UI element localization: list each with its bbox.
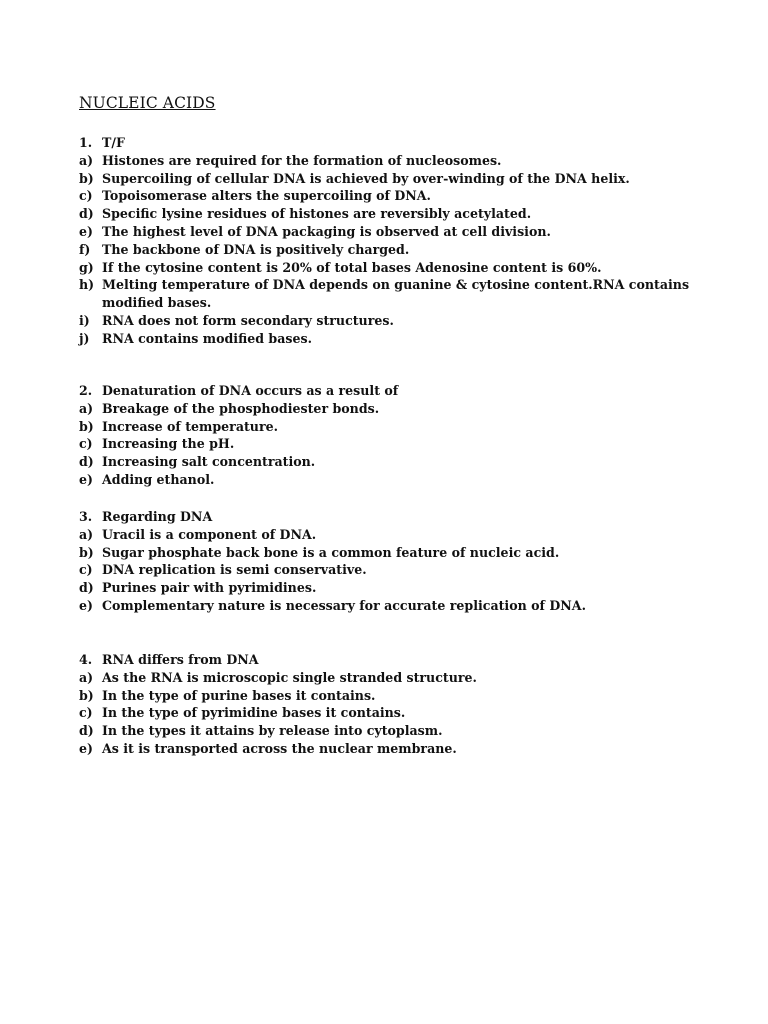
option-letter: c) (79, 188, 93, 204)
option-text: RNA contains modified bases. (102, 330, 312, 346)
question-header (79, 651, 699, 669)
option-letter: a) (79, 526, 94, 542)
answer-option (79, 561, 699, 579)
option-letter: a) (79, 400, 94, 416)
answer-option (79, 223, 699, 241)
option-text: As the RNA is microscopic single stranded structure. (102, 669, 477, 685)
question-header (79, 382, 699, 400)
option-letter: e) (79, 223, 93, 239)
question-number: 3. (79, 509, 93, 524)
option-letter: d) (79, 454, 94, 470)
option-letter: c) (79, 436, 93, 452)
question-stem: T/F (102, 135, 125, 150)
option-letter: b) (79, 418, 94, 434)
answer-option (79, 722, 699, 740)
question-4 (79, 651, 699, 758)
option-letter: b) (79, 170, 94, 186)
option-letter: b) (79, 544, 94, 560)
answer-option (79, 276, 699, 312)
option-letter: e) (79, 740, 93, 756)
option-text: Sugar phosphate back bone is a common feature of nucleic acid. (102, 544, 560, 560)
option-letter: i) (79, 312, 90, 328)
option-letter: f) (79, 241, 91, 257)
question-number: 1. (79, 135, 93, 150)
option-letter: a) (79, 152, 94, 168)
option-letter: d) (79, 206, 94, 222)
option-text: Increasing salt concentration. (102, 454, 316, 470)
option-text: Breakage of the phosphodiester bonds. (102, 400, 380, 416)
answer-option (79, 241, 699, 259)
option-letter: a) (79, 669, 94, 685)
answer-option (79, 740, 699, 758)
option-letter: h) (79, 277, 95, 293)
question-header (79, 508, 699, 526)
question-number: 2. (79, 383, 93, 398)
option-text: Melting temperature of DNA depends on guanine & cytosine content.RNA contains modified bases. (102, 277, 690, 311)
option-text: Adding ethanol. (102, 471, 215, 487)
option-letter: c) (79, 705, 93, 721)
question-1 (79, 134, 699, 348)
option-text: Topoisomerase alters the supercoiling of DNA. (102, 188, 431, 204)
option-text: Purines pair with pyrimidines. (102, 580, 317, 596)
option-text: DNA replication is semi conservative. (102, 562, 367, 578)
option-text: Histones are required for the formation of nucleosomes. (102, 152, 502, 168)
answer-option (79, 579, 699, 597)
answer-option (79, 544, 699, 562)
option-text: Complementary nature is necessary for accurate replication of DNA. (102, 597, 586, 613)
option-text: Increasing the pH. (102, 436, 235, 452)
option-letter: g) (79, 259, 94, 275)
option-text: Specific lysine residues of histones are reversibly acetylated. (102, 206, 532, 222)
answer-option (79, 669, 699, 687)
option-letter: e) (79, 471, 93, 487)
answer-option (79, 205, 699, 223)
option-text: Uracil is a component of DNA. (102, 526, 317, 542)
answer-option (79, 170, 699, 188)
option-letter: j) (79, 330, 90, 346)
document-title: NUCLEIC ACIDS (79, 94, 216, 112)
option-letter: c) (79, 562, 93, 578)
option-letter: e) (79, 597, 93, 613)
option-letter: d) (79, 580, 94, 596)
answer-option (79, 418, 699, 436)
option-letter: d) (79, 723, 94, 739)
question-header (79, 134, 699, 152)
answer-option (79, 330, 699, 348)
option-text: RNA does not form secondary structures. (102, 312, 394, 328)
option-text: If the cytosine content is 20% of total bases Adenosine content is 60%. (102, 259, 602, 275)
answer-option (79, 400, 699, 418)
option-text: The backbone of DNA is positively charged. (102, 241, 410, 257)
option-text: In the types it attains by release into cytoplasm. (102, 723, 443, 739)
answer-option (79, 312, 699, 330)
answer-option (79, 152, 699, 170)
question-stem: RNA differs from DNA (102, 652, 259, 667)
question-2 (79, 382, 699, 489)
answer-option (79, 453, 699, 471)
option-text: Increase of temperature. (102, 418, 278, 434)
question-3 (79, 508, 699, 615)
answer-option (79, 259, 699, 277)
option-letter: b) (79, 687, 94, 703)
option-text: In the type of purine bases it contains. (102, 687, 376, 703)
option-text: Supercoiling of cellular DNA is achieved by over-winding of the DNA helix. (102, 170, 630, 186)
option-text: The highest level of DNA packaging is observed at cell division. (102, 223, 551, 239)
option-text: In the type of pyrimidine bases it contains. (102, 705, 406, 721)
answer-option (79, 435, 699, 453)
answer-option (79, 471, 699, 489)
question-number: 4. (79, 652, 93, 667)
question-stem: Denaturation of DNA occurs as a result of (102, 383, 399, 398)
option-text: As it is transported across the nuclear membrane. (102, 740, 457, 756)
answer-option (79, 687, 699, 705)
answer-option (79, 526, 699, 544)
answer-option (79, 187, 699, 205)
answer-option (79, 597, 699, 615)
answer-option (79, 704, 699, 722)
question-stem: Regarding DNA (102, 509, 213, 524)
